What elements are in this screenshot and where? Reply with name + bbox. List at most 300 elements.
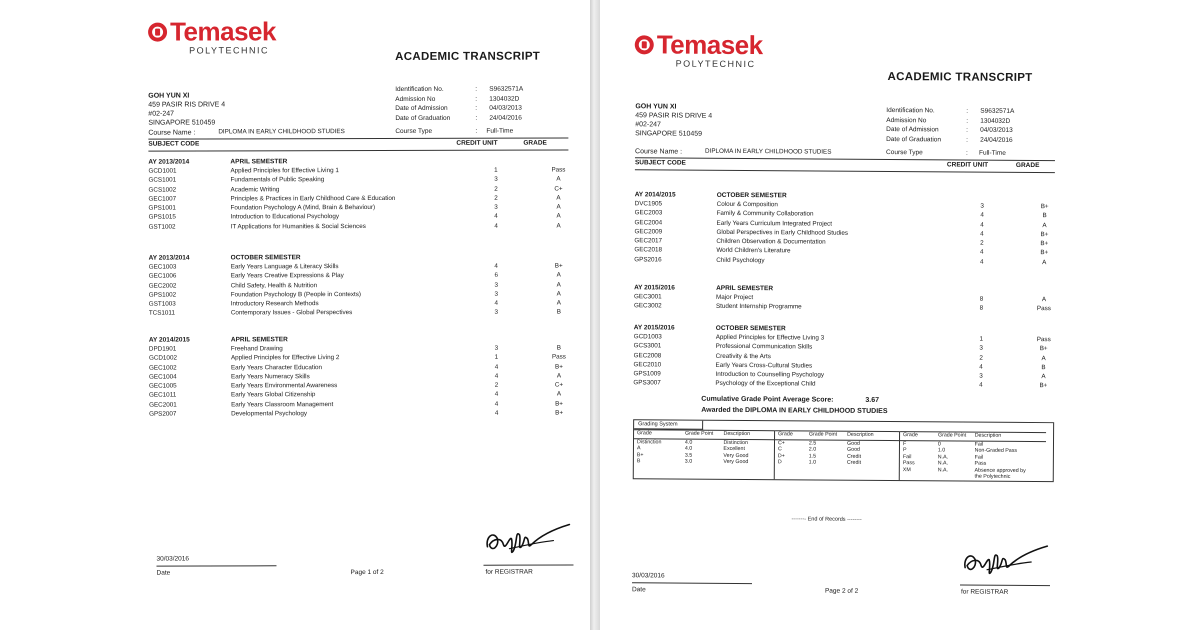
identifier-value: 1304032D	[980, 117, 1011, 125]
colon: :	[966, 126, 969, 134]
course-name-label: Course Name :	[148, 129, 196, 137]
registrar-signature-icon	[479, 516, 575, 562]
grading-grade	[900, 473, 935, 480]
identifier-value: 24/04/2016	[980, 136, 1013, 144]
grading-desc: Very Good	[723, 458, 749, 466]
footer-date: 30/03/2016	[632, 572, 665, 580]
footer-registrar-line	[960, 585, 1050, 587]
course-row	[149, 409, 584, 419]
footer-date-line	[156, 565, 276, 566]
registrar-signature-icon	[957, 538, 1053, 585]
grading-desc: Fail	[974, 441, 984, 448]
course-title: IT Applications for Humanities & Social Sciences	[230, 222, 366, 231]
semester-name: APRIL SEMESTER	[230, 336, 288, 344]
credit-unit: 3	[494, 290, 499, 298]
grading-system-title: Grading System	[634, 420, 703, 429]
grade: C+	[554, 185, 563, 193]
semester-name: OCTOBER SEMESTER	[716, 191, 787, 200]
identifier-value: 04/03/2013	[489, 104, 522, 112]
grading-desc: Fail	[974, 454, 984, 461]
credit-unit: 4	[494, 409, 499, 417]
credit-unit: 4	[494, 222, 498, 230]
course-title: Early Years Character Education	[230, 363, 322, 371]
course-type-value: Full-Time	[978, 149, 1006, 157]
grading-desc: Good	[847, 440, 861, 447]
footer-date-label: Date	[631, 586, 646, 594]
grading-grade: XM	[902, 466, 911, 473]
academic-year: AY 2013/2014	[148, 158, 190, 166]
course-code: GEC2009	[634, 228, 663, 236]
semester-section	[634, 190, 1070, 267]
course-title: Creativity & the Arts	[715, 352, 771, 360]
grade: B+	[1039, 345, 1048, 353]
credit-unit: 1	[979, 335, 983, 343]
course-title: Children Observation & Documentation	[716, 238, 826, 246]
grading-desc: Credit	[846, 459, 862, 466]
grade: A	[1041, 373, 1046, 381]
course-title: Early Years Environmental Awareness	[231, 382, 338, 390]
course-title: Family & Community Collaboration	[716, 210, 814, 218]
identifier-label: Identification No.	[886, 107, 935, 115]
grading-point: 3.0	[684, 458, 693, 465]
registrar-label: for REGISTRAR	[485, 568, 533, 576]
colon: :	[965, 149, 968, 157]
credit-unit: 3	[494, 281, 499, 289]
table-header	[148, 140, 568, 152]
grade: A	[556, 175, 561, 183]
grade: A	[556, 281, 561, 289]
course-code: GCS3001	[633, 342, 662, 350]
credit-unit: 6	[494, 271, 498, 280]
credit-unit-header: CREDIT UNIT	[946, 161, 989, 169]
subject-code-header: SUBJECT CODE	[634, 159, 686, 167]
grading-column	[900, 431, 1046, 481]
course-code: GPS1015	[148, 214, 176, 222]
semester-section	[149, 252, 584, 318]
grade: A	[1042, 221, 1047, 229]
grade: Pass	[1036, 305, 1051, 313]
course-title: Major Project	[715, 293, 754, 302]
grading-point: 3.5	[684, 452, 693, 459]
course-row	[149, 221, 584, 231]
document-title: ACADEMIC TRANSCRIPT	[395, 50, 541, 63]
credit-unit: 4	[494, 400, 499, 408]
course-type-label: Course Type	[886, 149, 923, 157]
cgpa-value: 3.67	[865, 396, 880, 404]
course-row	[149, 308, 584, 318]
identifier-value: 1304032D	[489, 95, 520, 103]
course-title: Foundation Psychology A (Mind, Brain & Behaviour)	[230, 204, 376, 212]
course-code: GCD1001	[148, 167, 177, 175]
grade: B+	[1039, 382, 1048, 390]
course-title: Contemporary Issues - Global Perspectives	[230, 309, 353, 317]
course-name: DIPLOMA IN EARLY CHILDHOOD STUDIES	[218, 128, 345, 136]
course-code: GPS2016	[634, 256, 662, 264]
colon: :	[966, 107, 969, 115]
credit-unit: 4	[979, 363, 983, 371]
grading-header-cell: Grade Point	[808, 431, 838, 438]
transcript-page-2	[600, 0, 1200, 630]
course-title: Early Years Numeracy Skills	[230, 373, 310, 381]
grading-system-table	[633, 419, 1054, 481]
course-code: GEC2002	[148, 282, 177, 290]
credit-unit: 3	[979, 344, 983, 352]
grading-grade: D	[777, 459, 782, 466]
grade: B+	[1040, 240, 1049, 248]
table-header	[635, 159, 1055, 173]
grading-point: 4.0	[684, 445, 693, 452]
semester-name: APRIL SEMESTER	[716, 284, 774, 293]
course-name-label: Course Name :	[635, 148, 683, 156]
course-title: Fundamentals of Public Speaking	[230, 176, 325, 184]
course-code: GEC1007	[148, 195, 177, 203]
course-code: GEC1006	[148, 272, 177, 280]
credit-unit: 2	[980, 239, 984, 247]
temasek-logo	[635, 31, 763, 69]
credit-unit: 4	[980, 211, 984, 219]
course-code: GEC3002	[633, 302, 662, 310]
credit-unit: 4	[494, 372, 499, 380]
course-code: GEC2018	[634, 246, 663, 254]
grade: Pass	[551, 353, 566, 361]
grade: A	[1042, 258, 1047, 266]
footer-registrar-line	[483, 565, 573, 566]
course-title: Early Years Language & Literacy Skills	[230, 263, 339, 271]
course-name: DIPLOMA IN EARLY CHILDHOOD STUDIES	[705, 147, 832, 156]
temasek-emblem-icon	[635, 35, 654, 54]
grading-point: N.A.	[937, 453, 949, 460]
identifier-row	[395, 113, 523, 123]
identifier-label: Date of Graduation	[886, 135, 942, 143]
grade: A	[1041, 296, 1047, 304]
academic-year: AY 2015/2016	[633, 324, 675, 332]
credit-unit: 4	[494, 299, 499, 307]
grading-desc: Distinction	[723, 439, 748, 446]
course-title: Principles & Practices in Early Childhood Care & Education	[230, 194, 396, 203]
identifier-row	[395, 104, 523, 114]
credit-unit: 3	[979, 372, 983, 380]
grade: A	[556, 299, 561, 307]
grading-point: 1.0	[937, 447, 946, 454]
course-code: GPS1001	[148, 204, 176, 212]
semester-name: OCTOBER SEMESTER	[715, 324, 786, 333]
grading-desc: Absence approved by	[974, 467, 1026, 474]
grade: A	[556, 213, 561, 221]
credit-unit: 8	[979, 304, 984, 312]
course-title: Early Years Curriculum Integrated Project	[716, 219, 833, 228]
grading-point: N.A.	[937, 460, 949, 467]
course-code: GST1002	[148, 223, 176, 231]
course-title: Colour & Composition	[716, 200, 778, 209]
credit-unit: 3	[494, 309, 499, 317]
credit-unit: 4	[494, 391, 499, 399]
grading-point: 4.0	[684, 439, 693, 446]
course-code: GEC2004	[634, 218, 663, 227]
cgpa-label: Cumulative Grade Point Average Score:	[701, 395, 834, 404]
colon: :	[966, 117, 969, 125]
grade: A	[556, 222, 561, 230]
grading-header-cell: Grade Point	[937, 432, 967, 439]
grading-header-cell: Description	[723, 430, 751, 438]
identifier-label: Date of Graduation	[395, 114, 451, 122]
footer-date-line	[632, 582, 752, 584]
grading-point: 0	[937, 440, 941, 447]
grade: B	[1042, 212, 1047, 220]
grading-system-columns	[634, 429, 1053, 480]
grading-point: 2.5	[808, 439, 817, 447]
academic-year: AY 2014/2015	[148, 336, 190, 344]
academic-year: AY 2013/2014	[148, 254, 190, 262]
grading-grade: D+	[777, 452, 785, 459]
grading-desc: Credit	[846, 453, 862, 460]
colon: :	[475, 114, 478, 122]
grading-desc: Very Good	[723, 452, 749, 459]
transcript-page-1	[0, 0, 590, 630]
page-number: Page 2 of 2	[824, 587, 859, 595]
course-code: DPD1901	[148, 345, 177, 353]
identifier-label: Date of Admission	[395, 104, 448, 112]
student-address	[148, 91, 225, 127]
colon: :	[475, 127, 478, 135]
credit-unit: 2	[494, 381, 499, 389]
credit-unit: 3	[494, 203, 498, 211]
course-code: GEC2010	[633, 361, 662, 369]
course-title: Early Years Global Citizenship	[231, 391, 316, 399]
credit-unit: 4	[494, 363, 499, 371]
grading-grade: C	[777, 446, 782, 453]
address-line: #02-247	[148, 110, 175, 118]
course-title: Student Internship Programme	[715, 303, 802, 311]
course-code: GEC2008	[633, 351, 662, 360]
course-type-value: Full-Time	[486, 127, 514, 135]
course-row	[634, 302, 1069, 314]
identifier-row	[395, 94, 523, 104]
colon: :	[475, 95, 478, 103]
address-line: 459 PASIR RIS DRIVE 4	[635, 112, 713, 120]
identifiers-block	[886, 106, 1014, 145]
credit-unit: 4	[979, 382, 983, 390]
grade: B	[1041, 363, 1046, 372]
course-code: GEC1004	[148, 373, 177, 381]
grading-header-cell: Grade	[903, 432, 918, 439]
course-title: World Children's Literature	[716, 247, 791, 255]
course-code: GEC1002	[148, 364, 177, 372]
course-row	[633, 379, 1068, 391]
address-line: SINGAPORE 510459	[148, 119, 216, 127]
course-code: GCD1002	[148, 354, 177, 362]
grading-grade: F	[902, 440, 907, 447]
course-code: GCD1003	[633, 333, 662, 341]
award-text: Awarded the DIPLOMA IN EARLY CHILDHOOD STUDIES	[701, 406, 888, 416]
credit-unit: 4	[494, 213, 498, 221]
logo-name: Temasek	[656, 29, 763, 61]
course-title: Academic Writing	[230, 185, 280, 193]
grading-desc: the Polytechnic	[974, 473, 1011, 480]
address-line: SINGAPORE 510459	[635, 130, 703, 138]
temasek-logo	[148, 18, 276, 55]
course-code: GST1003	[148, 300, 176, 308]
grade-header: GRADE	[1015, 161, 1040, 170]
student-name: GOH YUN XI	[635, 103, 677, 111]
grading-column	[634, 429, 775, 478]
course-code: GEC2001	[149, 401, 177, 409]
identifier-value: S9632571A	[489, 85, 524, 93]
identifier-value: S9632571A	[980, 107, 1015, 115]
address-line: #02-247	[635, 121, 661, 129]
course-title: Child Psychology	[716, 256, 765, 264]
logo-name: Temasek	[170, 16, 276, 47]
grade: B+	[1040, 203, 1049, 211]
grading-grade: C+	[777, 439, 785, 446]
identifier-label: Admission No	[395, 95, 436, 103]
grading-row	[900, 473, 1046, 481]
cgpa-line	[701, 396, 879, 404]
grading-desc: Good	[846, 446, 861, 453]
course-code: GCS1001	[148, 176, 177, 184]
grading-desc: Pass	[974, 460, 987, 467]
course-title: Foundation Psychology B (People in Contexts)	[230, 290, 361, 299]
grade: B+	[554, 363, 563, 371]
grade: C+	[554, 381, 564, 389]
grading-header-cell: Grade Point	[684, 430, 714, 437]
credit-unit: 4	[494, 262, 498, 270]
colon: :	[966, 136, 968, 144]
grading-point: N.A.	[937, 466, 949, 473]
grading-grade: A	[636, 445, 641, 452]
grade: A	[556, 372, 562, 380]
grading-desc: Non-Graded Pass	[974, 447, 1018, 454]
course-code: GEC2003	[634, 209, 663, 217]
semester-name: APRIL SEMESTER	[230, 158, 288, 166]
credit-unit: 2	[494, 194, 498, 202]
identifier-label: Admission No	[886, 116, 927, 124]
page-number: Page 1 of 2	[350, 568, 384, 577]
grade: B+	[555, 400, 564, 408]
grading-point	[935, 473, 972, 480]
grade: B	[556, 309, 561, 317]
document-title: ACADEMIC TRANSCRIPT	[887, 71, 1033, 85]
course-title: Early Years Cross-Cultural Studies	[715, 361, 813, 370]
course-title: Psychology of the Exceptional Child	[715, 380, 816, 389]
grade: A	[556, 194, 561, 202]
credit-unit: 4	[980, 249, 984, 257]
logo-subtitle: POLYTECHNIC	[675, 58, 756, 70]
grading-header-cell: Description	[847, 431, 874, 438]
academic-year: AY 2015/2016	[634, 284, 675, 292]
grading-header-cell: Grade	[637, 430, 652, 437]
temasek-emblem-icon	[148, 22, 167, 41]
address-line: 459 PASIR RIS DRIVE 4	[148, 101, 226, 109]
grading-grade: Fail	[902, 453, 912, 460]
academic-year: AY 2014/2015	[634, 191, 676, 199]
identifier-label: Identification No.	[395, 85, 444, 93]
credit-unit: 3	[980, 202, 984, 210]
grade-header: GRADE	[523, 139, 547, 147]
credit-unit: 4	[980, 221, 984, 229]
course-title: Freehand Drawing	[230, 345, 283, 353]
grade: B+	[1040, 249, 1049, 257]
grade: A	[556, 203, 561, 211]
course-code: GPS1009	[633, 370, 661, 378]
credit-unit: 4	[979, 258, 984, 266]
semester-section	[634, 283, 1069, 314]
credit-unit: 1	[494, 166, 498, 174]
identifier-row	[395, 85, 523, 95]
identifier-row	[886, 135, 1014, 145]
course-title: Early Years Creative Expressions & Play	[230, 272, 344, 280]
course-title: Early Years Classroom Management	[231, 400, 334, 409]
course-title: Applied Principles for Effective Living 3	[715, 333, 825, 342]
grading-header-cell: Grade	[778, 431, 793, 438]
grading-point: 1.5	[808, 452, 817, 460]
colon: :	[475, 85, 478, 93]
student-address	[635, 102, 712, 139]
course-code: GPS2007	[149, 410, 177, 418]
grade: A	[1041, 354, 1046, 362]
end-of-records: -------- End of Records --------	[791, 516, 862, 523]
grading-grade: B	[636, 458, 641, 465]
credit-unit: 3	[494, 175, 498, 184]
course-title: Introduction to Counselling Psychology	[715, 371, 825, 379]
course-code: GCS1002	[148, 186, 177, 194]
credit-unit-header: CREDIT UNIT	[456, 139, 498, 147]
colon: :	[475, 104, 478, 112]
grading-point: 2.0	[808, 446, 817, 453]
course-title: Child Safety, Health & Nutrition	[230, 281, 318, 289]
semester-name: OCTOBER SEMESTER	[230, 254, 301, 262]
footer-date-label: Date	[156, 569, 171, 577]
footer-date: 30/03/2016	[156, 555, 190, 563]
grade: A	[556, 271, 561, 279]
grade: B+	[555, 409, 564, 417]
course-title: Introductory Research Methods	[230, 300, 319, 308]
course-code: GPS3007	[633, 379, 661, 387]
course-code: GEC3001	[633, 293, 662, 301]
grading-header-cell: Description	[974, 432, 1002, 439]
grade: B	[556, 344, 562, 352]
page-gap	[590, 0, 600, 630]
course-title: Applied Principles for Effective Living 2	[230, 354, 340, 362]
grading-grade: Pass	[902, 460, 915, 467]
course-title: Professional Communication Skills	[715, 343, 813, 351]
course-title: Global Perspectives in Early Childhood Studies	[716, 228, 849, 237]
course-code: GEC1003	[148, 263, 177, 271]
grading-row	[775, 459, 899, 466]
registrar-label: for REGISTRAR	[960, 588, 1009, 596]
identifier-value: 04/03/2013	[980, 126, 1013, 134]
course-code: GEC1011	[149, 392, 177, 400]
course-code: DVC1905	[634, 200, 662, 208]
grade: A	[556, 391, 562, 399]
semester-section	[148, 156, 583, 231]
grade: B+	[1040, 230, 1049, 239]
course-code: GPS1002	[148, 291, 177, 299]
identifier-value: 24/04/2016	[489, 114, 522, 122]
course-title: Developmental Psychology	[231, 410, 308, 418]
grade: B+	[554, 262, 563, 270]
course-type-label: Course Type	[395, 127, 433, 135]
grade: Pass	[1036, 336, 1051, 344]
credit-unit: 4	[980, 230, 984, 238]
course-code: GEC2017	[634, 237, 663, 245]
grading-grade: B+	[636, 451, 644, 458]
grading-column	[775, 430, 900, 479]
credit-unit: 2	[494, 185, 498, 193]
semester-section	[633, 323, 1068, 391]
credit-unit: 3	[494, 344, 499, 352]
grading-point: 1.0	[808, 459, 817, 466]
semester-section	[149, 334, 584, 419]
